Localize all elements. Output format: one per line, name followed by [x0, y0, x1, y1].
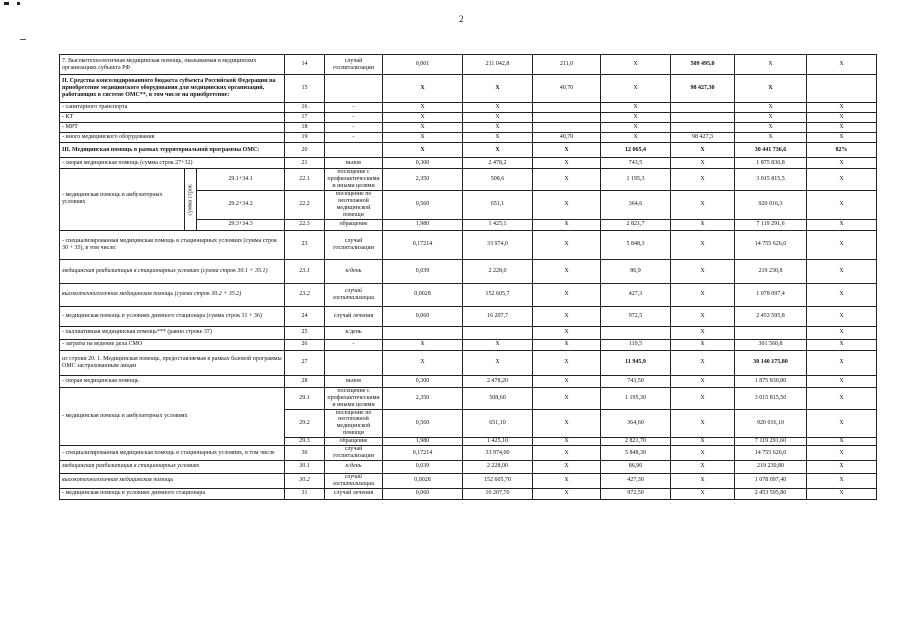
value-cell: Х — [383, 143, 463, 158]
value-cell — [735, 326, 807, 339]
value-cell: Х — [807, 113, 877, 123]
value-cell: 1,980 — [383, 219, 463, 230]
value-cell: 0,001 — [383, 55, 463, 75]
row-label: - медицинская помощь в условиях дневного стационара — [60, 488, 285, 499]
value-cell: Х — [807, 306, 877, 326]
value-cell: 651,1 — [463, 191, 533, 220]
value-cell: Х — [807, 230, 877, 259]
row-number: 21 — [285, 158, 325, 169]
row-number: 22.1 — [285, 169, 325, 191]
value-cell: 40,70 — [533, 133, 601, 143]
value-cell: Х — [671, 387, 735, 409]
value-cell: 14 755 626,0 — [735, 230, 807, 259]
row-label: из строки 20. 1. Медицинская помощь, предоставляемая в рамках базовой программы ОМС застрахованным лицам — [60, 350, 285, 375]
value-cell: 33 974,00 — [463, 446, 533, 461]
value-cell — [671, 123, 735, 133]
value-cell: 30 441 736,6 — [735, 143, 807, 158]
value-cell: 30 140 175,80 — [735, 350, 807, 375]
value-cell: Х — [807, 326, 877, 339]
value-cell: 2 821,7 — [601, 219, 671, 230]
value-cell: Х — [807, 375, 877, 387]
value-cell: 364,60 — [601, 409, 671, 438]
value-cell: Х — [735, 75, 807, 103]
value-cell: Х — [807, 133, 877, 143]
table-row — [60, 158, 877, 169]
scan-mark — [17, 2, 20, 5]
sum-formula: 29.1+34.1 — [197, 169, 285, 191]
value-cell: 86,9 — [601, 259, 671, 283]
value-cell: Х — [533, 438, 601, 446]
value-cell: 0,300 — [383, 158, 463, 169]
table-row — [60, 306, 877, 326]
unit-cell: посещение по неотложной медицинской помощи — [325, 409, 383, 438]
unit-cell: вызов — [325, 375, 383, 387]
row-label: - специализированная медицинская помощь в стационарных условиях, в том числе — [60, 446, 285, 461]
value-cell: Х — [533, 191, 601, 220]
value-cell: 972,50 — [601, 488, 671, 499]
value-cell: Х — [807, 409, 877, 438]
value-cell: Х — [533, 283, 601, 306]
row-label: высокотехнологичная медицинская помощь (сумма строк 30.2 + 35.2) — [60, 283, 285, 306]
value-cell: Х — [807, 283, 877, 306]
value-cell: Х — [807, 460, 877, 473]
value-cell: 3 015 815,5 — [735, 169, 807, 191]
unit-cell — [325, 143, 383, 158]
unit-cell: к/день — [325, 326, 383, 339]
table-row — [60, 230, 877, 259]
row-label: - скорая медицинская помощь — [60, 375, 285, 387]
value-cell: Х — [463, 75, 533, 103]
value-cell: Х — [463, 113, 533, 123]
sum-rows-vertical-label: сумма строк — [185, 169, 197, 231]
value-cell: 920 016,3 — [735, 191, 807, 220]
value-cell: Х — [533, 219, 601, 230]
row-number: 14 — [285, 55, 325, 75]
unit-cell: случай госпитализации — [325, 55, 383, 75]
unit-cell — [325, 350, 383, 375]
value-cell: Х — [807, 438, 877, 446]
table-row — [60, 350, 877, 375]
value-cell: Х — [735, 103, 807, 113]
value-cell: Х — [671, 191, 735, 220]
value-cell: Х — [807, 191, 877, 220]
value-cell: Х — [601, 103, 671, 113]
value-cell: Х — [533, 473, 601, 488]
value-cell — [601, 326, 671, 339]
row-number: 28 — [285, 375, 325, 387]
value-cell: Х — [383, 123, 463, 133]
table-row — [60, 143, 877, 158]
row-label: II. Средства консолидированного бюджета субъекта Российской Федерации на приобретение медицинского оборудования для медицинских организаций, работающих в системе ОМС**, в том числе на приобретение: — [60, 75, 285, 103]
value-cell: Х — [807, 350, 877, 375]
row-label: 7. Высокотехнологичная медицинская помощь, оказываемая в медицинских организациях субъекта РФ — [60, 55, 285, 75]
row-label: медицинская реабилитация в стационарных условиях — [60, 460, 285, 473]
value-cell: 0,0028 — [383, 283, 463, 306]
row-label: высокотехнологичная медицинская помощь — [60, 473, 285, 488]
table-row — [60, 488, 877, 499]
table-row — [60, 339, 877, 350]
value-cell: Х — [671, 230, 735, 259]
value-cell — [533, 103, 601, 113]
budget-table — [59, 54, 877, 500]
unit-cell: случай госпитализации — [325, 446, 383, 461]
unit-cell: к/день — [325, 460, 383, 473]
unit-cell: случай госпитализации — [325, 473, 383, 488]
value-cell: Х — [463, 103, 533, 113]
value-cell — [533, 113, 601, 123]
row-number: 15 — [285, 75, 325, 103]
value-cell: Х — [671, 438, 735, 446]
value-cell: 0,0028 — [383, 473, 463, 488]
value-cell: 1 078 097,40 — [735, 473, 807, 488]
value-cell: Х — [671, 169, 735, 191]
row-number: 18 — [285, 123, 325, 133]
value-cell: Х — [671, 460, 735, 473]
value-cell: 119,5 — [601, 339, 671, 350]
table-row — [60, 387, 877, 409]
value-cell — [671, 113, 735, 123]
row-number: 23.1 — [285, 259, 325, 283]
value-cell: Х — [383, 75, 463, 103]
value-cell: Х — [463, 350, 533, 375]
table-row — [60, 326, 877, 339]
value-cell: Х — [601, 133, 671, 143]
scan-mark — [20, 39, 26, 40]
value-cell: 12 065,4 — [601, 143, 671, 158]
value-cell: Х — [533, 259, 601, 283]
value-cell: 743,50 — [601, 375, 671, 387]
value-cell: 0,17214 — [383, 230, 463, 259]
value-cell: 2 478,20 — [463, 375, 533, 387]
value-cell: Х — [807, 387, 877, 409]
value-cell: Х — [463, 133, 533, 143]
row-number: 23 — [285, 230, 325, 259]
value-cell: 5 848,30 — [601, 446, 671, 461]
value-cell: Х — [807, 259, 877, 283]
unit-cell: - — [325, 123, 383, 133]
row-number: 25 — [285, 326, 325, 339]
value-cell: 16 207,7 — [463, 306, 533, 326]
row-label: - КТ — [60, 113, 285, 123]
value-cell: Х — [533, 460, 601, 473]
row-label: - МРТ — [60, 123, 285, 133]
row-label: - медицинская помощь в амбулаторных условиях — [60, 387, 285, 446]
unit-cell: к/день — [325, 259, 383, 283]
page-number: 2 — [459, 14, 464, 24]
value-cell: 1 195,30 — [601, 387, 671, 409]
value-cell: Х — [671, 446, 735, 461]
value-cell: 211 042,8 — [463, 55, 533, 75]
value-cell: 1 425,10 — [463, 438, 533, 446]
value-cell: 1,980 — [383, 438, 463, 446]
unit-cell: случай лечения — [325, 488, 383, 499]
value-cell: 0,300 — [383, 375, 463, 387]
value-cell: Х — [807, 158, 877, 169]
table-row — [60, 473, 877, 488]
row-number: 22.3 — [285, 219, 325, 230]
value-cell: Х — [463, 143, 533, 158]
value-cell: Х — [533, 387, 601, 409]
value-cell: 0,060 — [383, 306, 463, 326]
value-cell — [807, 75, 877, 103]
value-cell: Х — [601, 55, 671, 75]
value-cell: Х — [671, 219, 735, 230]
unit-cell: обращение — [325, 219, 383, 230]
value-cell: 7 119 291,6 — [735, 219, 807, 230]
value-cell: Х — [533, 143, 601, 158]
row-label: - медицинская помощь в амбулаторных условиях — [60, 169, 185, 231]
value-cell: Х — [807, 169, 877, 191]
value-cell: Х — [463, 123, 533, 133]
value-cell: 427,3 — [601, 283, 671, 306]
value-cell: 1 875 830,80 — [735, 375, 807, 387]
table-row — [60, 55, 877, 75]
value-cell: 1 425,1 — [463, 219, 533, 230]
value-cell: 1 875 830,8 — [735, 158, 807, 169]
value-cell: Х — [533, 326, 601, 339]
value-cell: Х — [383, 133, 463, 143]
value-cell: Х — [601, 113, 671, 123]
value-cell: 2 228,0 — [463, 259, 533, 283]
unit-cell: - — [325, 339, 383, 350]
sum-formula: 29.3+34.3 — [197, 219, 285, 230]
value-cell: 5 848,3 — [601, 230, 671, 259]
row-number: 22.2 — [285, 191, 325, 220]
value-cell: 2 228,00 — [463, 460, 533, 473]
value-cell: 0,560 — [383, 409, 463, 438]
value-cell: 2 821,70 — [601, 438, 671, 446]
value-cell: 1 078 097,4 — [735, 283, 807, 306]
value-cell: 301 560,8 — [735, 339, 807, 350]
value-cell: Х — [671, 283, 735, 306]
table-row — [60, 460, 877, 473]
row-label: - санитарного транспорта — [60, 103, 285, 113]
table-row — [60, 113, 877, 123]
row-number: 23.2 — [285, 283, 325, 306]
unit-cell: - — [325, 133, 383, 143]
value-cell: Х — [383, 339, 463, 350]
row-label: - паллиативная медицинская помощь*** (равно строке 37) — [60, 326, 285, 339]
value-cell: Х — [671, 306, 735, 326]
value-cell: Х — [533, 158, 601, 169]
value-cell: 920 016,10 — [735, 409, 807, 438]
value-cell — [383, 326, 463, 339]
row-label: III. Медицинская помощь в рамках территориальной программы ОМС: — [60, 143, 285, 158]
value-cell: 2 478,2 — [463, 158, 533, 169]
unit-cell: случай лечения — [325, 306, 383, 326]
value-cell — [463, 326, 533, 339]
value-cell: Х — [671, 259, 735, 283]
value-cell: Х — [533, 488, 601, 499]
scan-mark — [4, 2, 9, 5]
value-cell: 211,0 — [533, 55, 601, 75]
value-cell: 364,6 — [601, 191, 671, 220]
value-cell: Х — [463, 339, 533, 350]
row-number: 31 — [285, 488, 325, 499]
value-cell: Х — [383, 103, 463, 113]
value-cell: Х — [671, 158, 735, 169]
value-cell: Х — [807, 488, 877, 499]
table-row — [60, 375, 877, 387]
value-cell: Х — [671, 488, 735, 499]
value-cell: 98 427,30 — [671, 75, 735, 103]
value-cell: 3 015 815,50 — [735, 387, 807, 409]
value-cell: Х — [533, 169, 601, 191]
row-number: 17 — [285, 113, 325, 123]
value-cell: Х — [671, 143, 735, 158]
value-cell: Х — [533, 306, 601, 326]
value-cell: 14 755 626,0 — [735, 446, 807, 461]
unit-cell: обращение — [325, 438, 383, 446]
value-cell: 82% — [807, 143, 877, 158]
unit-cell — [325, 75, 383, 103]
table-row — [60, 75, 877, 103]
value-cell: Х — [533, 446, 601, 461]
value-cell: 86,90 — [601, 460, 671, 473]
row-number: 16 — [285, 103, 325, 113]
value-cell: Х — [671, 339, 735, 350]
row-label: - иного медицинского оборудования — [60, 133, 285, 143]
row-number: 20 — [285, 143, 325, 158]
value-cell: Х — [735, 55, 807, 75]
unit-cell: случай госпитализации — [325, 283, 383, 306]
value-cell: Х — [807, 103, 877, 113]
row-number: 29.1 — [285, 387, 325, 409]
value-cell: Х — [601, 123, 671, 133]
value-cell: Х — [533, 230, 601, 259]
value-cell: Х — [533, 350, 601, 375]
sum-formula: 29.2+34.2 — [197, 191, 285, 220]
value-cell: 219 230,8 — [735, 259, 807, 283]
value-cell: Х — [671, 326, 735, 339]
value-cell: Х — [383, 113, 463, 123]
value-cell: 509 495,0 — [671, 55, 735, 75]
value-cell: 98 427,3 — [671, 133, 735, 143]
value-cell: 33 974,0 — [463, 230, 533, 259]
value-cell: Х — [807, 55, 877, 75]
value-cell: Х — [671, 473, 735, 488]
value-cell: Х — [807, 446, 877, 461]
value-cell: 1 195,3 — [601, 169, 671, 191]
value-cell: 743,5 — [601, 158, 671, 169]
value-cell: Х — [807, 219, 877, 230]
unit-cell: посещение с профилактическими и иными целями — [325, 169, 383, 191]
row-label: - затраты на ведение дела СМО — [60, 339, 285, 350]
value-cell: Х — [533, 409, 601, 438]
value-cell: 16 207,70 — [463, 488, 533, 499]
table-row — [60, 169, 877, 191]
value-cell: 0,060 — [383, 488, 463, 499]
unit-cell: случай госпитализации — [325, 230, 383, 259]
unit-cell: посещение с профилактическими и иными целями — [325, 387, 383, 409]
value-cell: Х — [533, 375, 601, 387]
value-cell: 508,6 — [463, 169, 533, 191]
table-row — [60, 133, 877, 143]
value-cell: 11 945,9 — [601, 350, 671, 375]
value-cell: 2,350 — [383, 169, 463, 191]
unit-cell: - — [325, 103, 383, 113]
value-cell: 152 605,7 — [463, 283, 533, 306]
row-number: 27 — [285, 350, 325, 375]
row-label: медицинская реабилитация в стационарных условиях (сумма строк 30.1 + 35.1) — [60, 259, 285, 283]
value-cell: Х — [533, 339, 601, 350]
unit-cell: - — [325, 113, 383, 123]
row-label: - медицинская помощь в условиях дневного стационара (сумма строк 31 + 36) — [60, 306, 285, 326]
value-cell: Х — [735, 123, 807, 133]
value-cell: 0,560 — [383, 191, 463, 220]
table-row — [60, 446, 877, 461]
value-cell: 0,039 — [383, 460, 463, 473]
table-row — [60, 123, 877, 133]
value-cell: 0,17214 — [383, 446, 463, 461]
unit-cell: посещение по неотложной медицинской помощи — [325, 191, 383, 220]
row-number: 26 — [285, 339, 325, 350]
value-cell: Х — [807, 339, 877, 350]
value-cell: Х — [735, 113, 807, 123]
table-row — [60, 283, 877, 306]
value-cell: Х — [807, 123, 877, 133]
value-cell: 0,039 — [383, 259, 463, 283]
value-cell — [671, 103, 735, 113]
value-cell: Х — [671, 409, 735, 438]
value-cell: 2 453 595,8 — [735, 306, 807, 326]
value-cell: 219 230,80 — [735, 460, 807, 473]
unit-cell: вызов — [325, 158, 383, 169]
value-cell: 7 119 291,60 — [735, 438, 807, 446]
row-number: 24 — [285, 306, 325, 326]
value-cell: Х — [735, 133, 807, 143]
value-cell: 40,70 — [533, 75, 601, 103]
value-cell: Х — [807, 473, 877, 488]
value-cell: 972,5 — [601, 306, 671, 326]
value-cell: 651,10 — [463, 409, 533, 438]
value-cell: 427,30 — [601, 473, 671, 488]
row-number: 30.2 — [285, 473, 325, 488]
value-cell: 2 453 595,80 — [735, 488, 807, 499]
table-row — [60, 259, 877, 283]
row-number: 30.1 — [285, 460, 325, 473]
row-label: - специализированная медицинская помощь в стационарных условиях (сумма строк 30 + 35), в том числе: — [60, 230, 285, 259]
value-cell: 508,60 — [463, 387, 533, 409]
row-number: 19 — [285, 133, 325, 143]
row-number: 30 — [285, 446, 325, 461]
row-number: 29.3 — [285, 438, 325, 446]
row-number: 29.2 — [285, 409, 325, 438]
value-cell: Х — [601, 75, 671, 103]
value-cell: Х — [671, 350, 735, 375]
value-cell — [533, 123, 601, 133]
value-cell: 2,350 — [383, 387, 463, 409]
value-cell: Х — [671, 375, 735, 387]
value-cell: 152 605,70 — [463, 473, 533, 488]
table-row — [60, 103, 877, 113]
row-label: - скорая медицинская помощь (сумма строк 27+32) — [60, 158, 285, 169]
value-cell: Х — [383, 350, 463, 375]
